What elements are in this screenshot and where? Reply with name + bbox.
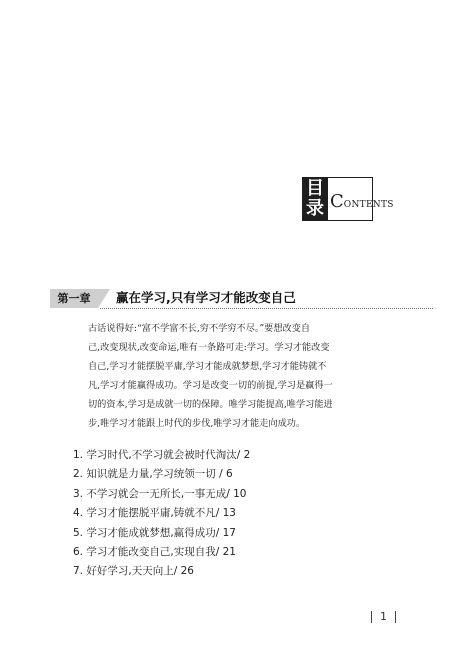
toc-title: 好好学习,天天向上: [86, 565, 174, 578]
toc-title: 学习时代,不学习就会被时代淘汰: [86, 449, 237, 461]
toc-page: / 10: [226, 487, 247, 500]
mulu-label-box: [302, 177, 328, 221]
toc-number: 5.: [73, 526, 84, 539]
toc-page: / 2: [236, 449, 251, 461]
mulu-char-1: 目: [306, 178, 324, 199]
toc-item[interactable]: [73, 524, 413, 543]
toc-page: / 17: [215, 526, 236, 539]
chapter-tab-slant: [98, 289, 110, 308]
toc-number: 3.: [73, 487, 84, 500]
mulu-char-2: 录: [306, 198, 324, 219]
page-number-value: 1: [380, 610, 387, 623]
toc-item[interactable]: [73, 446, 413, 465]
intro-line: 切的资本,学习是成就一切的保障。唯学习能提高,唯学习能进: [88, 399, 333, 410]
intro-line: 己,改变现状,改变命运,唯有一条路可走:学习。学习才能改变: [88, 342, 330, 353]
contents-header: [302, 177, 394, 221]
toc-title: 学习才能成就梦想,赢得成功: [86, 526, 216, 539]
toc-page: / 26: [173, 565, 194, 578]
contents-rest: ONTENTS: [343, 200, 394, 210]
toc-number: 2.: [73, 468, 84, 481]
toc-item[interactable]: [73, 465, 413, 484]
toc-item[interactable]: [73, 485, 413, 504]
toc-list: [73, 446, 413, 582]
toc-number: 4.: [73, 507, 84, 520]
toc-page: / 21: [215, 545, 236, 558]
toc-item[interactable]: [73, 562, 413, 581]
page-number-bar-left: [371, 611, 372, 623]
chapter-divider: [100, 308, 433, 309]
intro-line: 自己,学习才能摆脱平庸,学习才能成就梦想,学习才能铸就不: [88, 361, 327, 372]
toc-title: 知识就是力量,学习统领一切: [86, 468, 216, 481]
toc-title: 学习才能摆脱平庸,铸就不凡: [86, 507, 216, 520]
chapter-label: 第一章: [50, 289, 98, 308]
toc-number: 6.: [73, 545, 84, 558]
chapter-header: [50, 288, 433, 310]
toc-page: / 6: [219, 468, 233, 481]
contents-word: [330, 191, 394, 212]
intro-line: 步,唯学习才能跟上时代的步伐,唯学习才能走向成功。: [88, 418, 306, 429]
chapter-title: 赢在学习,只有学习才能改变自己: [116, 290, 296, 305]
page-number-bar-right: [395, 611, 396, 623]
toc-item[interactable]: [73, 504, 413, 523]
intro-line: 古话说得好:“富不学富不长,穷不学穷不尽。”要想改变自: [88, 323, 311, 334]
intro-line: 凡,学习才能赢得成功。学习是改变一切的前提,学习是赢得一: [88, 380, 333, 391]
contents-initial: C: [330, 191, 344, 212]
toc-item[interactable]: [73, 543, 413, 562]
page-number: [363, 610, 404, 623]
toc-title: 不学习就会一无所长,一事无成: [86, 487, 227, 500]
toc-title: 学习才能改变自己,实现自我: [86, 545, 216, 558]
toc-number: 1.: [73, 449, 84, 461]
toc-number: 7.: [73, 565, 84, 578]
toc-page: / 13: [215, 507, 236, 520]
chapter-intro: [88, 319, 398, 433]
